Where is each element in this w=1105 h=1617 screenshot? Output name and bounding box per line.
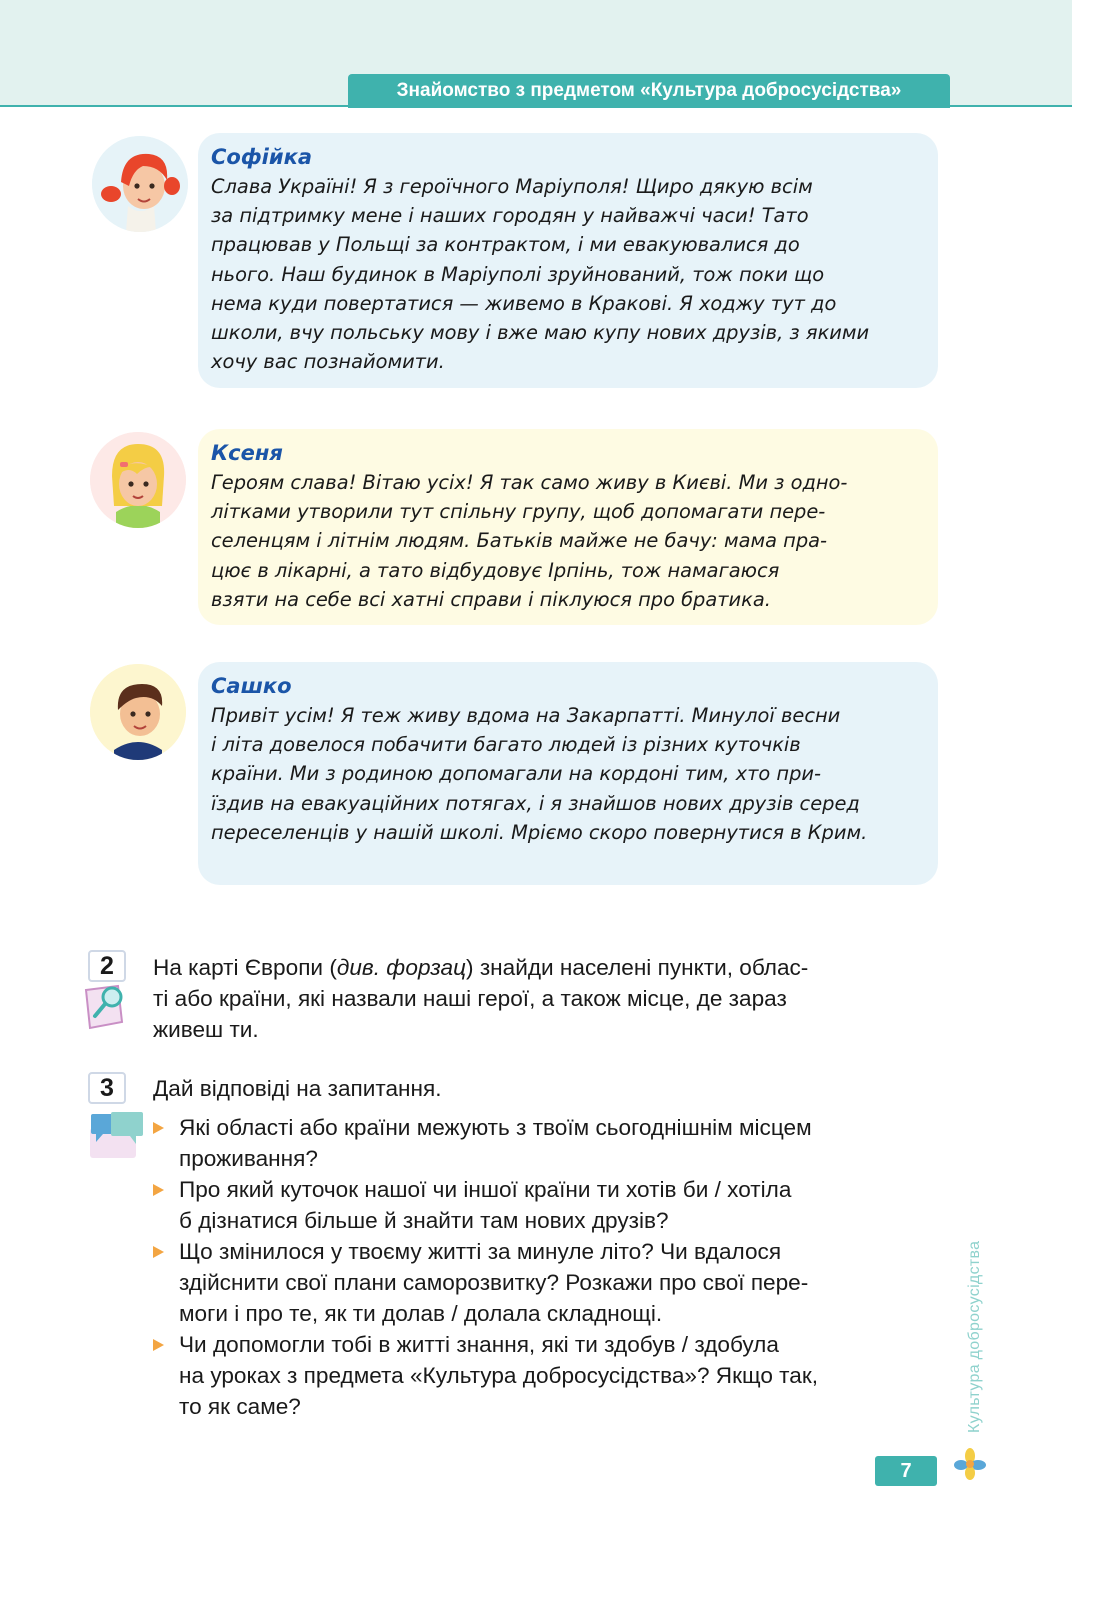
speech-line: Привіт усім! Я теж живу вдома на Закарпатті. Минулої весни [211, 704, 841, 727]
question-line: проживання? [179, 1146, 318, 1171]
girl-blonde-hair-icon [90, 432, 186, 528]
question-line: то як саме? [179, 1394, 301, 1419]
girl-red-hair-icon [92, 136, 188, 232]
side-course-title: Культура добросусідства [966, 1240, 983, 1433]
speech-line: працював у Польщі за контрактом, і ми евакуювалися до [211, 233, 800, 257]
speech-line: їздив на евакуаційних потягах, і я знайшов нових друзів серед [211, 791, 860, 815]
endpaper-reference: див. форзац [336, 955, 467, 980]
speech-line: і літа довелося побачити багато людей із різних куточків [211, 733, 801, 757]
speaker-name-sashko: Сашко [211, 674, 292, 698]
speech-line: літками утворили тут спільну групу, щоб допомагати пере- [211, 500, 826, 524]
bullet-arrow-icon [153, 1122, 164, 1134]
speech-line: за підтримку мене і наших городян у найважчі часи! Тато [211, 204, 809, 228]
speech-line: нема куди повертатися — живемо в Кракові. Я ходжу тут до [211, 291, 837, 315]
speech-line: Героям слава! Вітаю усіх! Я так само живу в Києві. Ми з одно- [211, 471, 848, 494]
speech-line: Слава Україні! Я з героїчного Маріуполя! Щиро дякую всім [211, 175, 813, 198]
speech-bubbles-icon [88, 1110, 146, 1167]
page-number: 7 [875, 1456, 937, 1486]
bullet-arrow-icon [153, 1246, 164, 1258]
bullet-arrow-icon [153, 1339, 164, 1351]
task-2-text [153, 952, 938, 1045]
list-item [153, 1329, 943, 1422]
boy-dark-hair-icon [90, 664, 186, 760]
task-2-text-part: ) знайди населені пункти, облас- [466, 955, 809, 980]
question-line: здійснити свої плани саморозвитку? Розкажи про свої пере- [179, 1270, 809, 1295]
question-line: Чи допомогли тобі в житті знання, які ти здобув / здобула [179, 1332, 779, 1357]
ksenia-speech-bubble [198, 429, 938, 625]
question-line: Що змінилося у твоєму житті за минуле літо? Чи вдалося [179, 1239, 782, 1264]
sofiika-avatar [92, 136, 188, 232]
speech-line: країни. Ми з родиною допомагали на кордоні тим, хто при- [211, 762, 821, 786]
speech-line: селенцям і літнім людям. Батьків майже не бачу: мама пра- [211, 529, 828, 553]
question-line: на уроках з предмета «Культура добросусідства»? Якщо так, [179, 1363, 818, 1388]
speech-line: школи, вчу польську мову і вже маю купу нових друзів, з якими [211, 321, 870, 345]
task-2-line: живеш ти. [153, 1017, 259, 1042]
task-number-2: 2 [88, 950, 126, 982]
question-line: Про який куточок нашої чи іншої країни ти хотів би / хотіла [179, 1177, 792, 1202]
task-2-line [153, 952, 938, 983]
speaker-name-sofiika: Софійка [211, 145, 313, 169]
speech-line: переселенців у нашій школі. Мріємо скоро повернутися в Крим. [211, 820, 868, 844]
question-line: Які області або країни межують з твоїм сьогоднішнім місцем [179, 1115, 812, 1140]
task-2-text-part: На карті Європи ( [153, 955, 337, 980]
bullet-arrow-icon [153, 1184, 164, 1196]
list-item [153, 1112, 943, 1174]
list-item [153, 1236, 943, 1329]
sofiika-speech-bubble [198, 133, 938, 388]
task-3-prompt: Дай відповіді на запитання. [153, 1076, 442, 1101]
question-line: б дізнатися більше й знайти там нових друзів? [179, 1208, 669, 1233]
sashko-speech-bubble [198, 662, 938, 885]
speech-line: взяти на себе всі хатні справи і піклуюся про братика. [211, 587, 771, 611]
question-line: моги і про те, як ти долав / долала складнощі. [179, 1301, 663, 1326]
ksenia-avatar [90, 432, 186, 528]
flower-icon [954, 1448, 986, 1485]
magnifier-icon [82, 982, 132, 1037]
task-number-3: 3 [88, 1072, 126, 1104]
question-list [153, 1112, 943, 1422]
speech-line: цює в лікарні, а тато відбудовує Ірпінь, тож намагаюся [211, 558, 780, 582]
speech-line: хочу вас познайомити. [211, 350, 445, 374]
task-2-line: ті або країни, які назвали наші герої, а також місце, де зараз [153, 986, 787, 1011]
sashko-avatar [90, 664, 186, 760]
speaker-name-ksenia: Ксеня [211, 441, 283, 465]
list-item [153, 1174, 943, 1236]
section-title: Знайомство з предметом «Культура добросусідства» [348, 74, 950, 108]
speech-line: нього. Наш будинок в Маріуполі зруйнований, тож поки що [211, 262, 825, 286]
